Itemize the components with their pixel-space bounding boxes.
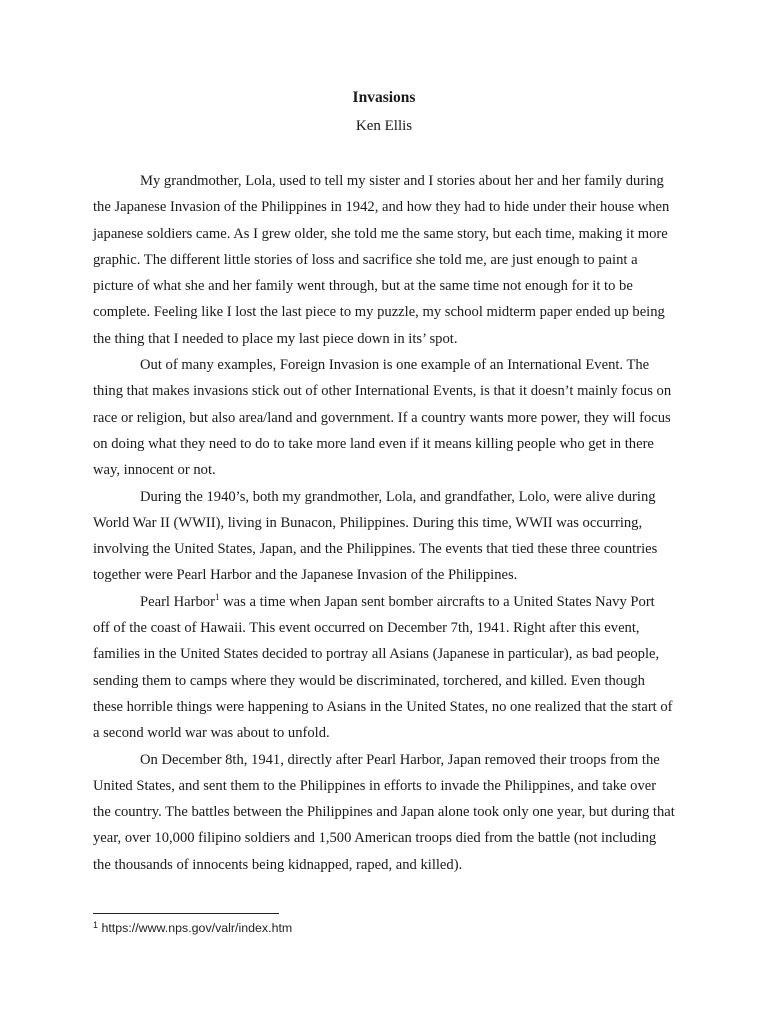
document-title: Invasions — [352, 89, 416, 106]
paragraph-4 — [93, 589, 675, 747]
footnote-link[interactable]: https://www.nps.gov/valr/index.htm — [98, 921, 293, 935]
footnote-separator — [93, 913, 279, 914]
paragraph-5: On December 8th, 1941, directly after Pearl Harbor, Japan removed their troops from the United States, and sent them to the Philippines in efforts to invade the Philippines, and take over the country. The battles between the Philippines and Japan alone took only one year, but during that year, over 10,000 filipino soldiers and 1,500 American troops died from the battle (not including the thousands of innocents being kidnapped, raped, and killed). — [93, 751, 675, 873]
paragraph-4-text: was a time when Japan sent bomber aircrafts to a United States Navy Port off of the coast of Hawaii. This event occurred on December 7th, 1941. Right after this event, families in the United States decided to portray all Asians (Japanese in particular), as bad people, sending them to camps where they would be discriminated, torchered, and killed. Even though these horrible things were happening to Asians in the United States, no one realized that the start of a second world war was about to unfold. — [93, 593, 673, 742]
paragraph-1: My grandmother, Lola, used to tell my sister and I stories about her and her family during the Japanese Invasion of the Philippines in 1942, and how they had to hide under their house when japanese soldiers came. As I grew older, she told me the same story, but each time, making it more graphic. The different little stories of loss and sacrifice she told me, are just enough to paint a picture of what she and her family went through, but at the same time not enough for it to be complete. Feeling like I lost the last piece to my puzzle, my school midterm paper ended up being the thing that I needed to place my last piece down in its’ spot. — [93, 173, 670, 347]
footnote-reference[interactable]: 1 — [214, 591, 220, 602]
footnote — [93, 919, 292, 937]
author-name: Ken Ellis — [355, 118, 413, 134]
paragraph-4-lead: Pearl Harbor — [140, 593, 215, 610]
footnote-marker: 1 — [93, 920, 99, 930]
paragraph-3: During the 1940’s, both my grandmother, Lola, and grandfather, Lolo, were alive during World War II (WWII), living in Bunacon, Philippines. During this time, WWII was occurring, involving the United States, Japan, and the Philippines. The events that tied these three countries together were Pearl Harbor and the Japanese Invasion of the Philippines. — [93, 488, 658, 584]
paragraph-2: Out of many examples, Foreign Invasion is one example of an International Event. The thing that makes invasions stick out of other International Events, is that it doesn’t mainly focus on race or religion, but also area/land and government. If a country wants more power, they will focus on doing what they need to do to take more land even if it means killing people who get in there way, innocent or not. — [93, 357, 672, 479]
document-body — [93, 168, 675, 878]
